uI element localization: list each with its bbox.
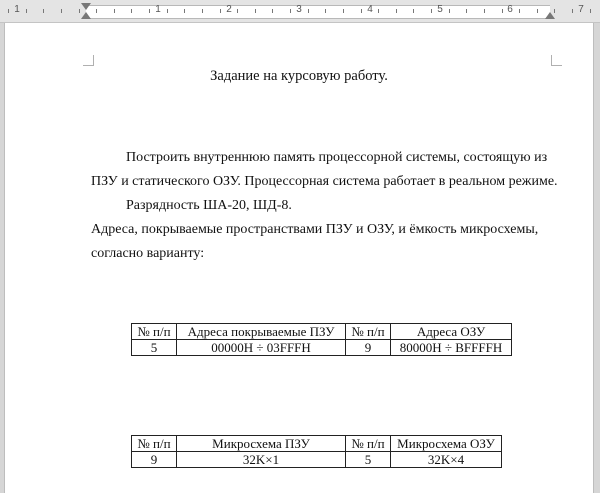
ruler-tick — [431, 9, 432, 13]
table-cell: 32K×4 — [391, 452, 502, 468]
ruler-tick — [167, 9, 168, 13]
ruler-tick — [79, 9, 80, 13]
table-header-row — [132, 436, 502, 452]
ruler-tick — [484, 9, 485, 13]
ruler-number: 4 — [367, 4, 373, 15]
table-cell: 5 — [346, 452, 391, 468]
ruler-tick — [378, 9, 379, 13]
ruler-tick — [308, 9, 309, 13]
ruler-tick — [413, 9, 414, 13]
horizontal-ruler[interactable] — [0, 0, 600, 23]
left-indent-handle[interactable] — [81, 12, 91, 19]
ruler-number: 5 — [437, 4, 443, 15]
ruler-tick — [537, 9, 538, 13]
ruler-tick — [325, 9, 326, 13]
ruler-tick — [502, 9, 503, 13]
ruler-tick — [361, 9, 362, 13]
header-cell: № п/п — [346, 324, 391, 340]
ruler-tick — [149, 9, 150, 13]
paragraph-line: Адреса, покрываемые пространствами ПЗУ и ОЗУ, и ёмкость микросхемы, — [91, 222, 539, 237]
header-cell: Микросхема ПЗУ — [177, 436, 346, 452]
ruler-tick — [26, 9, 27, 13]
header-cell: № п/п — [132, 436, 177, 452]
ruler-tick — [202, 9, 203, 13]
ruler-number: 1 — [155, 4, 161, 15]
ruler-tick — [449, 9, 450, 13]
paragraph-line: ПЗУ и статического ОЗУ. Процессорная система работает в реальном режиме. — [91, 174, 558, 189]
table-row — [132, 452, 502, 468]
ruler-tick — [396, 9, 397, 13]
ruler-tick — [220, 9, 221, 13]
table-cell: 00000H ÷ 03FFFH — [177, 340, 346, 356]
table-cell: 9 — [346, 340, 391, 356]
ruler-tick — [255, 9, 256, 13]
table-row — [132, 340, 512, 356]
ruler-number: 3 — [296, 4, 302, 15]
crop-mark-top-left — [83, 55, 94, 66]
ruler-tick — [343, 9, 344, 13]
ruler-number: 6 — [507, 4, 513, 15]
header-cell: Адреса покрываемые ПЗУ — [177, 324, 346, 340]
ruler-tick — [184, 9, 185, 13]
table-header-row — [132, 324, 512, 340]
table-cell: 32K×1 — [177, 452, 346, 468]
ruler-tick — [8, 9, 9, 13]
ruler-tick — [466, 9, 467, 13]
address-table — [131, 323, 512, 356]
table-cell: 9 — [132, 452, 177, 468]
ruler-tick — [272, 9, 273, 13]
table-cell: 80000H ÷ BFFFFH — [391, 340, 512, 356]
first-line-indent-handle[interactable] — [81, 3, 91, 10]
header-cell: № п/п — [132, 324, 177, 340]
ruler-number: 2 — [226, 4, 232, 15]
ruler-number: 7 — [578, 4, 584, 15]
document-title: Задание на курсовую работу. — [210, 68, 388, 84]
paragraph-line: Разрядность ША-20, ШД-8. — [126, 198, 292, 213]
header-cell: № п/п — [346, 436, 391, 452]
ruler-tick — [519, 9, 520, 13]
ruler-tick — [114, 9, 115, 13]
chip-table — [131, 435, 502, 468]
paragraph-line: Построить внутреннюю память процессорной системы, состоящую из — [126, 150, 548, 165]
ruler-tick — [131, 9, 132, 13]
paragraph-line: согласно варианту: — [91, 246, 205, 261]
header-cell: Микросхема ОЗУ — [391, 436, 502, 452]
ruler-number: 1 — [14, 4, 20, 15]
ruler-tick — [572, 9, 573, 13]
ruler-tick — [290, 9, 291, 13]
crop-mark-top-right — [551, 55, 562, 66]
ruler-tick — [96, 9, 97, 13]
ruler-tick — [237, 9, 238, 13]
right-indent-handle[interactable] — [545, 12, 555, 19]
ruler-tick — [61, 9, 62, 13]
ruler-tick — [590, 9, 591, 13]
header-cell: Адреса ОЗУ — [391, 324, 512, 340]
document-page[interactable] — [4, 23, 594, 493]
ruler-tick — [43, 9, 44, 13]
table-cell: 5 — [132, 340, 177, 356]
